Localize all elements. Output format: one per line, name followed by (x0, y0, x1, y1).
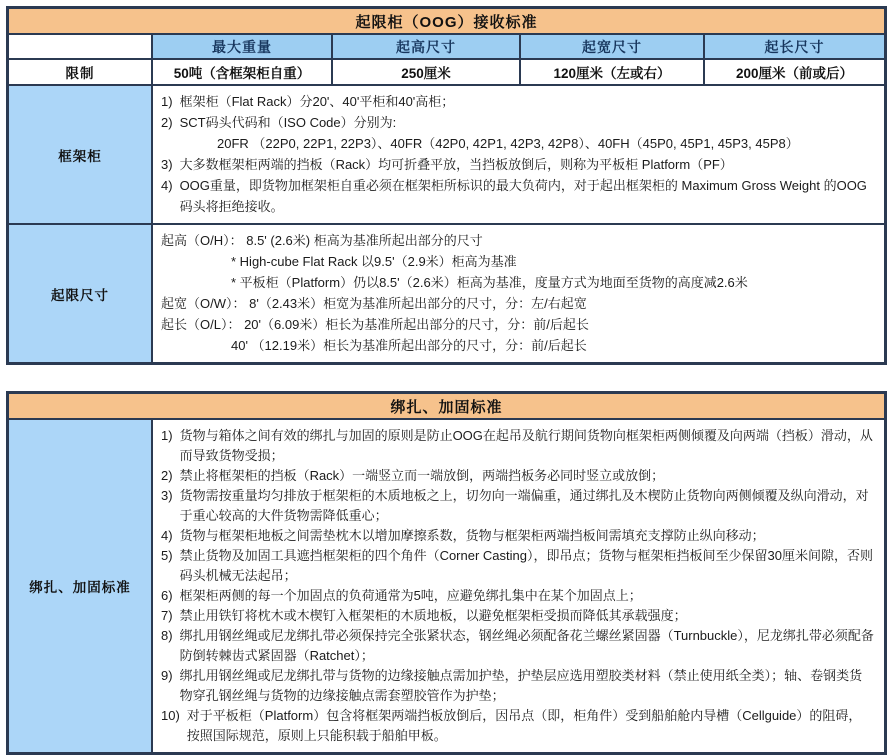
limit-over-height: 250厘米 (333, 60, 519, 84)
header-blank-cell (9, 35, 151, 58)
item-text: * 平板柜（Platform）仍以8.5'（2.6米）柜高为基准，度量方式为地面至货物的高度减2.6米 (231, 275, 748, 290)
item-text: 对于平板柜（Platform）包含将框架两端挡板放倒后，因吊点（即，柜角件）受到船舶舱内导槽（Cellguide）的阻碍，按照国际规范，原则上只能积载于船舶甲板。 (186, 708, 862, 743)
oog-dimensions-row-label: 起限尺寸 (9, 225, 151, 362)
text-line (161, 314, 876, 335)
item-text: 绑扎用钢丝绳或尼龙绑扎带与货物的边缘接触点需加护垫，护垫层应选用塑胶类材料（禁止使用纸全类）；轴、卷钢类货物穿孔钢丝绳与货物的边缘接触点需套塑胶管作为护垫； (179, 668, 863, 703)
item-text: SCT码头代码和（ISO Code）分别为: (179, 115, 397, 130)
item-text: * High-cube Flat Rack 以9.5'（2.9米）柜高为基准 (231, 254, 517, 269)
oog-table-title: 起限柜（OOG）接收标准 (9, 9, 884, 33)
text-line (161, 230, 876, 251)
text-line (161, 133, 876, 154)
item-number: 3) (161, 488, 173, 503)
item-text: 起宽（O/W）： 8'（2.43米）柜宽为基准所起出部分的尺寸，分：左/右起宽 (161, 296, 587, 311)
frame-rack-notes (153, 86, 884, 223)
item-text: 起长（O/L）： 20'（6.09米）柜长为基准所起出部分的尺寸，分：前/后起长 (161, 317, 589, 332)
lashing-table-title: 绑扎、加固标准 (9, 394, 884, 418)
lashing-row-label: 绑扎、加固标准 (9, 420, 151, 752)
item-number: 7) (161, 608, 173, 623)
item-number: 1) (161, 94, 173, 109)
item-number: 2) (161, 115, 173, 130)
text-line (161, 112, 876, 133)
col-header-over-height: 起高尺寸 (333, 35, 519, 58)
item-text: OOG重量，即货物加框架柜自重必须在框架柜所标识的最大负荷内，对于起出框架柜的 Maximum Gross Weight 的OOG码头将拒绝接收。 (179, 178, 867, 214)
text-line (161, 706, 874, 746)
item-text: 禁止货物及加固工具遮挡框架柜的四个角件（Corner Casting），即吊点；货物与框架柜挡板间至少保留30厘米间隙，否则码头机械无法起吊； (179, 548, 873, 583)
item-text: 起高（O/H）： 8.5' (2.6米) 柜高为基准所起出部分的尺寸 (161, 233, 483, 248)
limit-row-label: 限制 (9, 60, 151, 84)
lashing-rules-list (153, 420, 884, 752)
limit-over-length: 200厘米（前或后） (705, 60, 884, 84)
limit-max-weight: 50吨（含框架柜自重） (153, 60, 331, 84)
item-text: 货物与箱体之间有效的绑扎与加固的原则是防止OOG在起吊及航行期间货物向框架柜两侧倾覆及向两端（挡板）滑动，从而导致货物受损； (179, 428, 873, 463)
text-line (161, 272, 876, 293)
col-header-over-length: 起长尺寸 (705, 35, 884, 58)
item-text: 框架柜（Flat Rack）分20'、40'平柜和40'高柜； (179, 94, 455, 109)
item-text: 框架柜两侧的每一个加固点的负荷通常为5吨，应避免绑扎集中在某个加固点上； (179, 588, 642, 603)
item-number: 6) (161, 588, 173, 603)
text-line (161, 91, 876, 112)
text-line (161, 486, 874, 526)
text-line (161, 666, 874, 706)
item-text: 禁止将框架柜的挡板（Rack）一端竖立而一端放倒，两端挡板务必同时竖立或放倒； (179, 468, 665, 483)
item-number: 5) (161, 548, 173, 563)
col-header-max-weight: 最大重量 (153, 35, 331, 58)
oog-dimensions-notes (153, 225, 884, 362)
text-line (161, 526, 874, 546)
text-line (161, 335, 876, 356)
item-number: 2) (161, 468, 173, 483)
text-line (161, 293, 876, 314)
limit-over-width: 120厘米（左或右） (521, 60, 703, 84)
item-text: 40' （12.19米）柜长为基准所起出部分的尺寸，分：前/后起长 (231, 338, 587, 353)
item-number: 1) (161, 428, 173, 443)
item-text: 货物需按重量均匀排放于框架柜的木质地板之上，切勿向一端偏重，通过绑扎及木楔防止货物向两侧倾覆及纵向滑动，对于重心较高的大件货物需降低重心； (179, 488, 869, 523)
item-text: 绑扎用钢丝绳或尼龙绑扎带必须保持完全张紧状态，钢丝绳必须配备花兰螺丝紧固器（Turnbuckle），尼龙绑扎带必须配备防倒转棘齿式紧固器（Ratchet）； (179, 628, 874, 663)
frame-rack-row-label: 框架柜 (9, 86, 151, 223)
item-text: 货物与框架柜地板之间需垫枕木以增加摩擦系数，货物与框架柜两端挡板间需填充支撑防止纵向移动； (179, 528, 765, 543)
text-line (161, 175, 876, 217)
text-line (161, 466, 874, 486)
item-text: 20FR （22P0, 22P1, 22P3）、40FR（42P0, 42P1, 42P3, 42P8）、40FH（45P0, 45P1, 45P3, 45P8） (217, 136, 799, 151)
item-text: 禁止用铁钉将枕木或木楔钉入框架柜的木质地板，以避免框架柜受损而降低其承载强度； (179, 608, 687, 623)
item-number: 4) (161, 528, 173, 543)
text-line (161, 626, 874, 666)
text-line (161, 586, 874, 606)
lashing-standard-table (6, 391, 887, 755)
item-text: 大多数框架柜两端的挡板（Rack）均可折叠平放，当挡板放倒后，则称为平板柜 Platform（PF） (179, 157, 733, 172)
item-number: 4) (161, 178, 173, 193)
item-number: 3) (161, 157, 173, 172)
item-number: 10) (161, 708, 180, 723)
text-line (161, 154, 876, 175)
text-line (161, 251, 876, 272)
table-spacer (6, 365, 887, 391)
text-line (161, 426, 874, 466)
text-line (161, 546, 874, 586)
item-number: 8) (161, 628, 173, 643)
oog-acceptance-table (6, 6, 887, 365)
col-header-over-width: 起宽尺寸 (521, 35, 703, 58)
text-line (161, 606, 874, 626)
item-number: 9) (161, 668, 173, 683)
